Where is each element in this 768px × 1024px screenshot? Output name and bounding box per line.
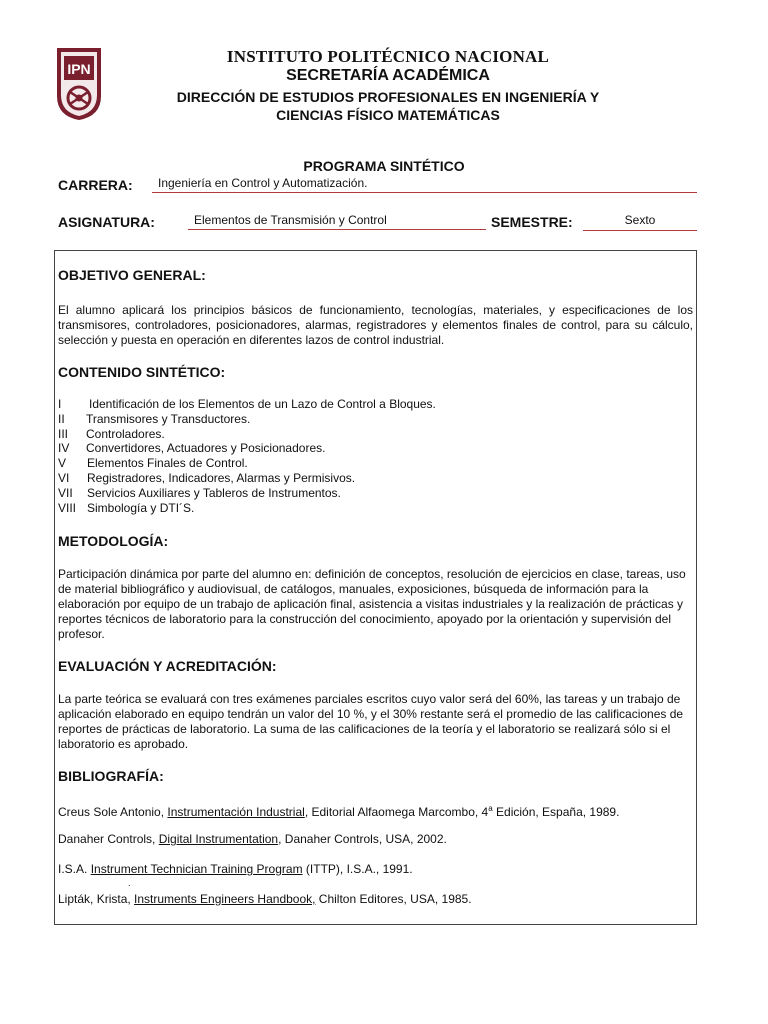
list-item-text: Simbología y DTI´S. <box>87 500 195 515</box>
bib-title: Instrument Technician Training Program <box>90 862 303 876</box>
asignatura-label: ASIGNATURA: <box>58 214 155 230</box>
asignatura-field: Elementos de Transmisión y Control <box>188 212 486 230</box>
list-item <box>58 427 436 442</box>
institute-name: INSTITUTO POLITÉCNICO NACIONAL <box>226 47 550 66</box>
bibliography-entry <box>58 832 447 847</box>
contenido-list <box>58 397 436 515</box>
carrera-field: Ingeniería en Control y Automatización. <box>152 175 697 193</box>
bib-title: Instrumentación Industrial <box>167 805 305 819</box>
bib-title: Digital Instrumentation <box>158 832 279 846</box>
list-item-text: Convertidores, Actuadores y Posicionadores. <box>86 441 326 456</box>
bibliography-entry <box>58 862 413 877</box>
direction-line-1: DIRECCIÓN DE ESTUDIOS PROFESIONALES EN INGENIERÍA Y <box>176 89 600 105</box>
program-title: PROGRAMA SINTÉTICO <box>303 158 465 174</box>
direction-name <box>120 88 656 124</box>
semestre-label: SEMESTRE: <box>491 214 573 230</box>
logo-lettering: IPN <box>67 61 91 77</box>
bib-authors: I.S.A. <box>58 862 91 876</box>
secretariat-name: SECRETARÍA ACADÉMICA <box>286 67 490 84</box>
list-item <box>58 456 436 471</box>
bibliography-entry <box>58 892 472 907</box>
list-item-text: Registradores, Indicadores, Alarmas y Permisivos. <box>87 470 356 485</box>
list-item-number: IV <box>58 441 70 456</box>
list-item-text: Transmisores y Transductores. <box>86 411 251 426</box>
bib-title: Instruments Engineers Handbook, <box>134 892 316 906</box>
ipn-logo <box>54 46 104 122</box>
metodologia-heading: METODOLOGÍA: <box>58 533 169 549</box>
contenido-heading: CONTENIDO SINTÉTICO: <box>58 364 226 380</box>
list-item-number: VIII <box>58 500 77 515</box>
carrera-label: CARRERA: <box>58 177 133 193</box>
bib-publisher: , Danaher Controls, USA, 2002. <box>278 832 447 846</box>
evaluacion-text: La parte teórica se evaluará con tres exámenes parciales escritos cuyo valor será del 60%, las tareas y un trabajo de aplicación elaborado en equipo tendrán un valor del 10 %, y el 30% restante será el promedio de las calificaciones de reportes de prácticas de laboratorio. La suma de las calificaciones de la teoría y el laboratorio se realizará sólo si el laboratorio es aprobado. <box>58 692 684 751</box>
metodologia-text: Participación dinámica por parte del alumno en: definición de conceptos, resolución de ejercicios en clase, tareas, uso de material bibliográfico y audiovisual, de catálogos, manuales, exposiciones, búsqueda de información para la elaboración por equipo de un trabajo de aplicación final, asistencia a visitas industriales y la realización de prácticas y reportes técnicos de laboratorio para la construcción del conocimiento, apoyado por la orientación y supervisión del profesor. <box>58 567 686 641</box>
objetivo-text: El alumno aplicará los principios básicos de funcionamiento, tecnologías, materiales, y especificaciones de los transmisores, controladores, posicionadores, alarmas, registradores y elementos finales de control, para su cálculo, selección y puesta en operación en diferentes lazos de control industrial. <box>58 303 693 347</box>
list-item <box>58 412 436 427</box>
objetivo-heading: OBJETIVO GENERAL: <box>58 267 206 283</box>
bib-publisher: , Editorial Alfaomega Marcombo, 4 <box>304 805 489 819</box>
list-item-text: Identificación de los Elementos de un Lazo de Control a Bloques. <box>89 397 436 411</box>
list-item <box>58 441 436 456</box>
bib-authors: Lipták, Krista, <box>58 892 135 906</box>
list-item <box>58 397 436 412</box>
bib-superscript: a <box>488 804 493 813</box>
bib-edition: Edición, España, 1989. <box>492 805 620 819</box>
bib-authors: Creus Sole Antonio, <box>58 805 168 819</box>
direction-line-2: CIENCIAS FÍSICO MATEMÁTICAS <box>276 107 500 123</box>
list-item-number: II <box>58 411 65 426</box>
bibliografia-heading: BIBLIOGRAFÍA: <box>58 768 164 784</box>
list-item-text: Controladores. <box>86 426 165 441</box>
list-item <box>58 486 436 501</box>
list-item-text: Elementos Finales de Control. <box>87 456 248 471</box>
bibliography-entry <box>58 801 619 820</box>
list-item-number: I <box>58 397 62 411</box>
list-item-number: VI <box>58 470 70 485</box>
evaluacion-heading: EVALUACIÓN Y ACREDITACIÓN: <box>58 658 277 674</box>
list-item-number: V <box>58 456 67 471</box>
list-item-number: VII <box>58 485 73 500</box>
list-item-number: III <box>58 426 69 441</box>
bib-authors: Danaher Controls, <box>58 832 159 846</box>
semestre-field: Sexto <box>583 212 697 231</box>
stray-mark: . <box>128 878 131 888</box>
list-item <box>58 501 436 516</box>
list-item <box>58 471 436 486</box>
bib-publisher: (ITTP), I.S.A., 1991. <box>302 862 413 876</box>
list-item-text: Servicios Auxiliares y Tableros de Instrumentos. <box>87 485 341 500</box>
bib-publisher: Chilton Editores, USA, 1985. <box>315 892 472 906</box>
